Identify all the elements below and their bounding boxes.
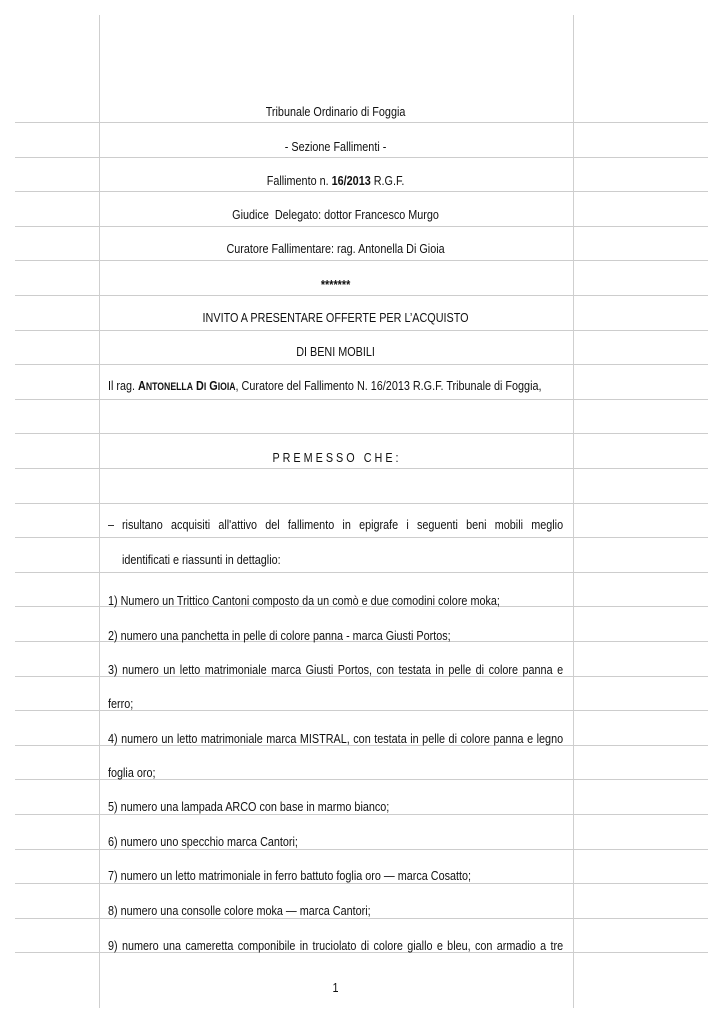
bankruptcy-curator: Curatore Fallimentare: rag. Antonella Di Gioia — [226, 241, 445, 256]
intro-suffix: , Curatore del Fallimento N. 16/2013 R.G.F. Tribunale di Foggia, — [235, 378, 542, 393]
document-title-line-2: DI BENI MOBILI — [296, 344, 375, 359]
delegated-judge: Giudice Delegato: dottor Francesco Murgo — [232, 207, 439, 222]
curator-name-first: ANTONELLA — [138, 378, 194, 393]
premise-line-1: risultano acquisiti all'attivo del fallimento in epigrafe i seguenti beni mobili meglio — [121, 517, 564, 532]
list-item-4: 4) numero un letto matrimoniale marca MISTRAL, con testata in pelle di colore panna e legno — [108, 731, 564, 746]
curator-name-last: GIOIA — [209, 378, 236, 393]
court-name: Tribunale Ordinario di Foggia — [265, 104, 406, 119]
list-item-5: 5) numero una lampada ARCO con base in marmo bianco; — [108, 799, 390, 814]
case-prefix: Fallimento n. — [266, 173, 329, 188]
list-item-4-continued: foglia oro; — [108, 765, 156, 780]
list-item-9: 9) numero una cameretta componibile in truciolato di colore giallo e bleu, con armadio a tre — [108, 938, 564, 953]
case-number-line — [108, 173, 563, 189]
premise-line-2: identificati e riassunti in dettaglio: — [121, 552, 281, 567]
document-title-line-1: INVITO A PRESENTARE OFFERTE PER L’ACQUISTO — [202, 310, 469, 325]
separator-asterisks: ******* — [320, 277, 351, 292]
list-item-7: 7) numero un letto matrimoniale in ferro battuto foglia oro — marca Cosatto; — [108, 868, 472, 883]
list-item-3-continued: ferro; — [108, 696, 134, 711]
page-number: 1 — [332, 980, 339, 995]
list-item-1: 1) Numero un Trittico Cantoni composto da un comò e due comodini colore moka; — [108, 593, 500, 608]
list-item-8: 8) numero una consolle colore moka — marca Cantori; — [108, 903, 371, 918]
premise-bullet: – — [108, 517, 115, 532]
intro-prefix: Il rag. — [108, 378, 136, 393]
list-item-3: 3) numero un letto matrimoniale marca Giusti Portos, con testata in pelle di colore panna e — [108, 662, 564, 677]
curator-name-middle: DI — [196, 378, 207, 393]
intro-paragraph — [108, 378, 563, 395]
document-text — [108, 0, 563, 1024]
list-item-2: 2) numero una panchetta in pelle di colore panna - marca Giusti Portos; — [108, 628, 451, 643]
case-suffix: R.G.F. — [373, 173, 405, 188]
premesso-che-heading: P R E M E S S O C H E : — [272, 450, 399, 465]
list-item-6: 6) numero uno specchio marca Cantori; — [108, 834, 298, 849]
section-title: - Sezione Fallimenti - — [284, 139, 387, 154]
case-number: 16/2013 — [331, 173, 371, 188]
